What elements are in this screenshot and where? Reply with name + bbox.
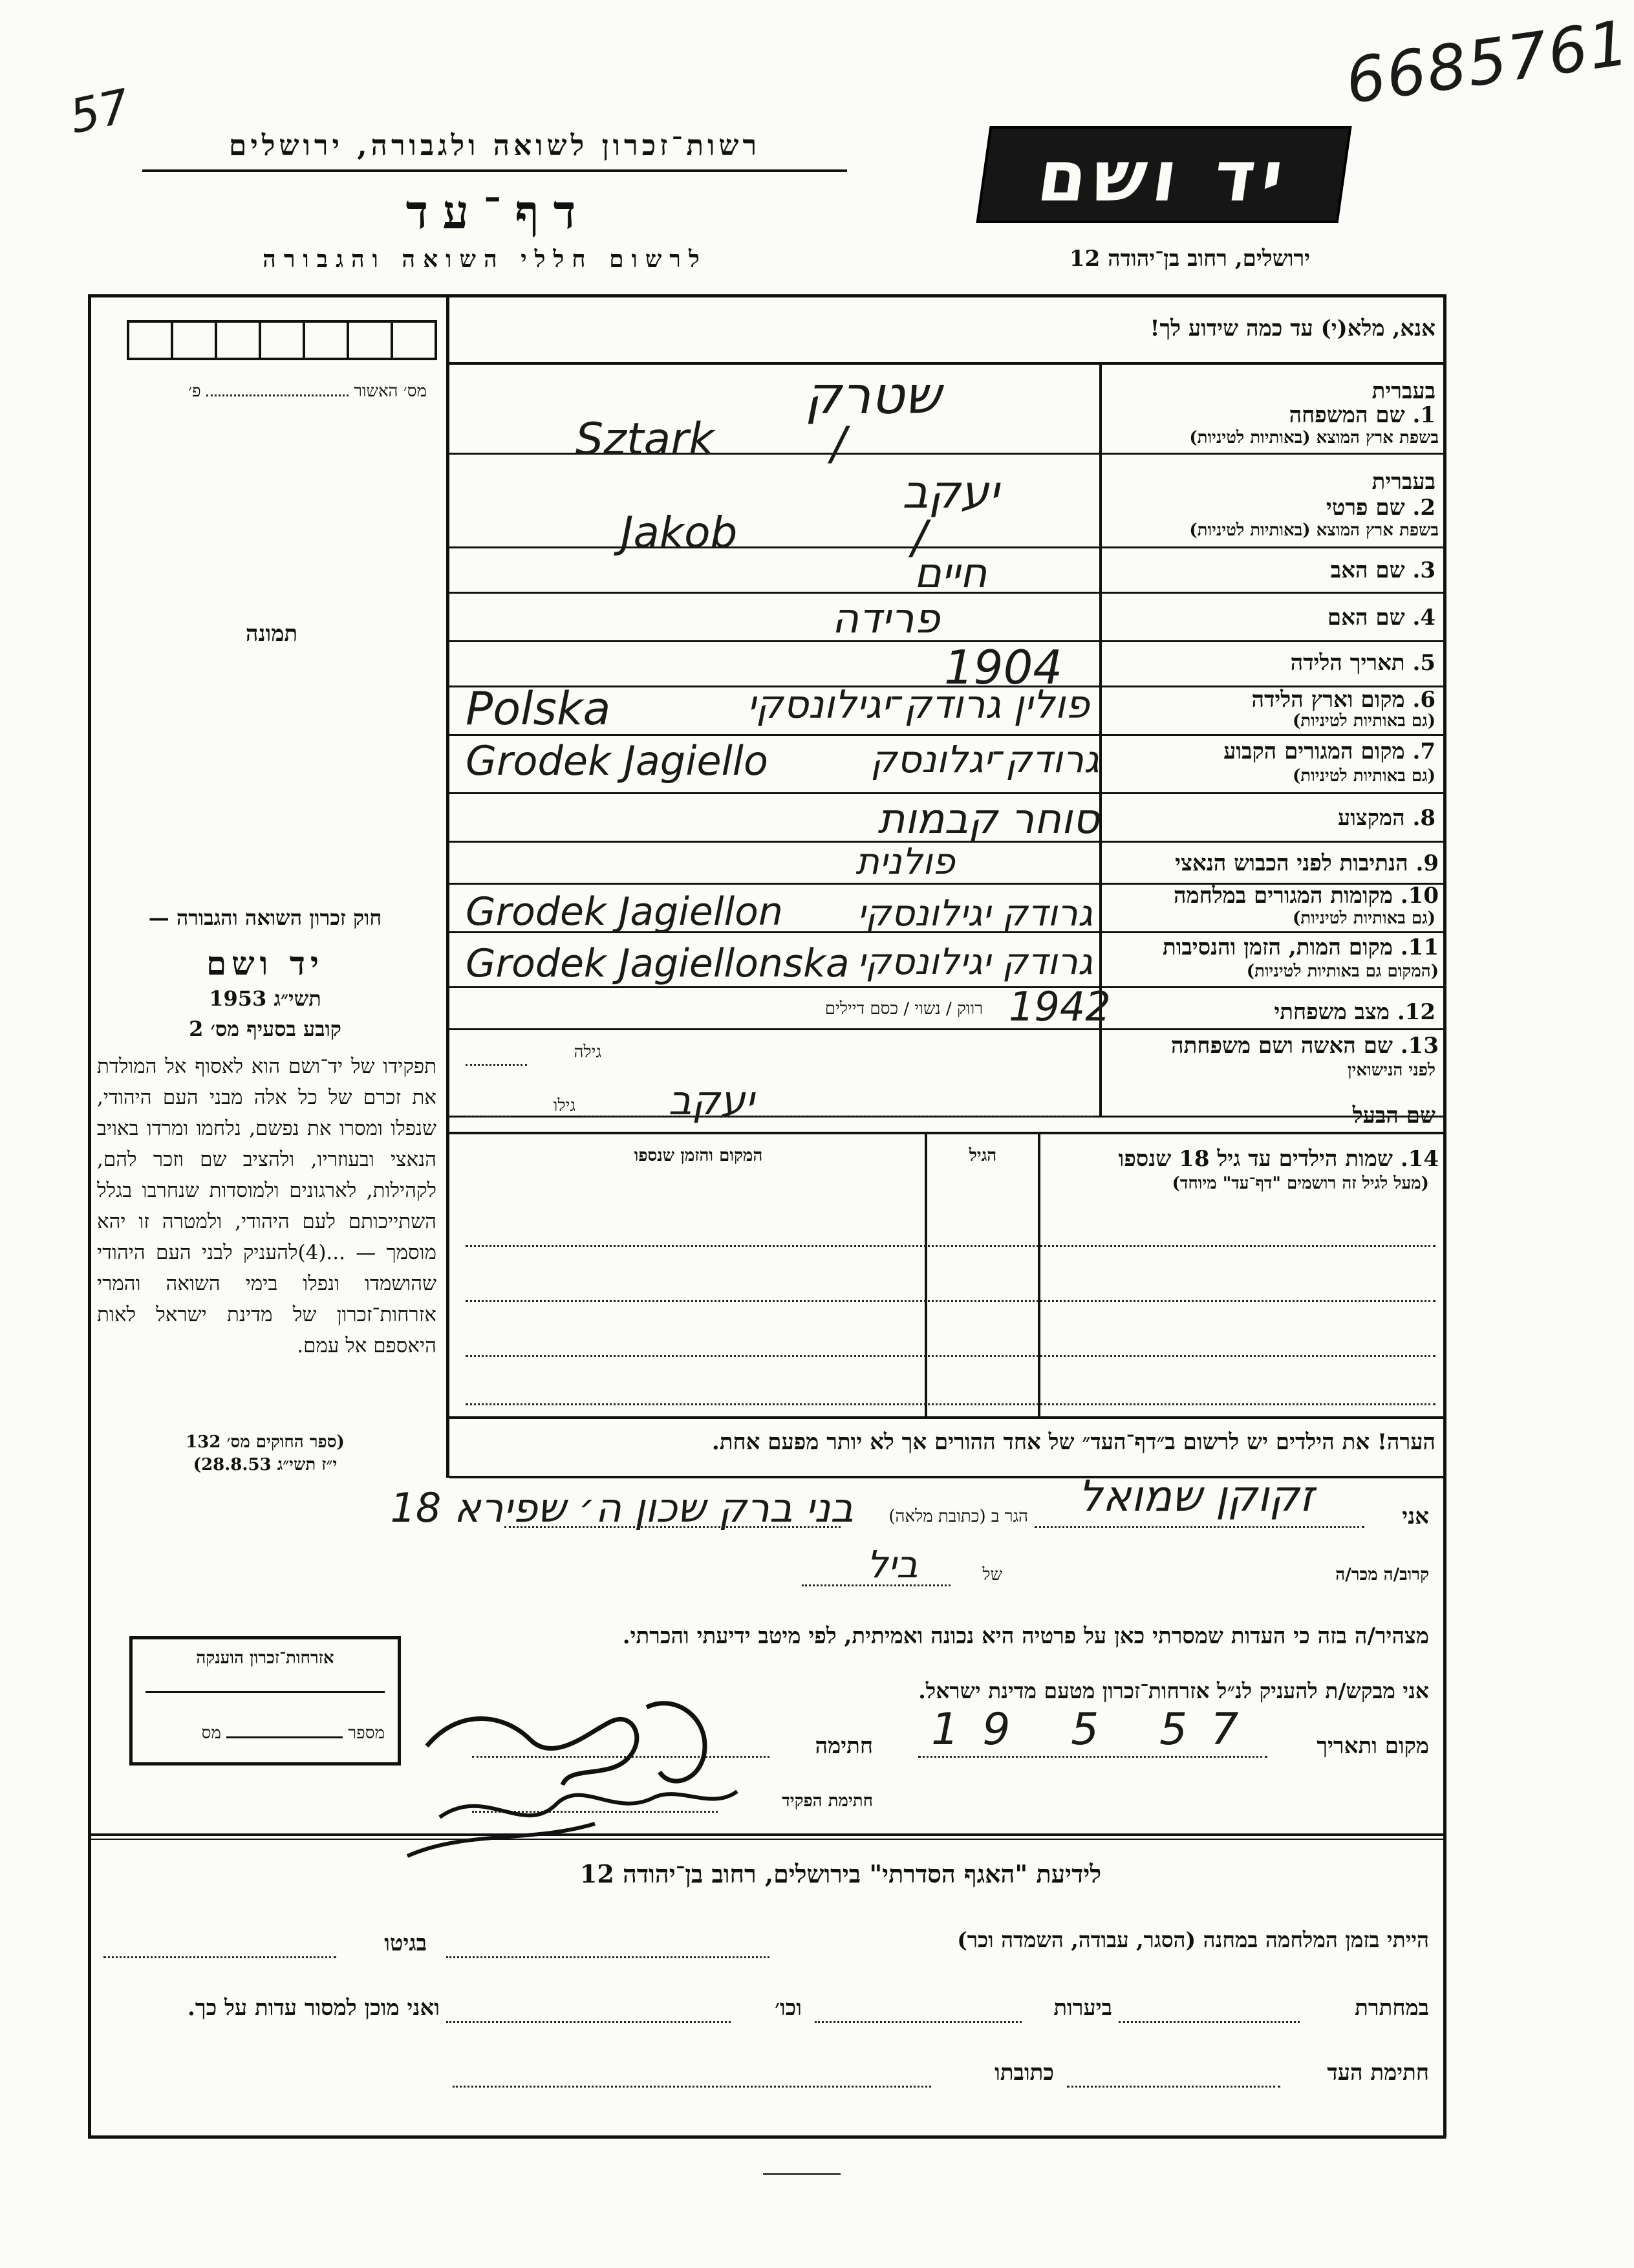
value-f7: גרודק־יגלונסק	[870, 737, 1099, 781]
slash-1: /	[831, 417, 846, 470]
label-f11: 11. מקום המות, הזמן והנסיבות	[1162, 934, 1439, 960]
law-body: תפקידו של יד־ושם הוא לאסוף אל המולדת את זכרם של כל אלה מבני העם היהודי, שנפלו ומסרו את נפשם, נלחמו ומרדו באויב הנאצי ובעוזריו, ולהציב שם וזכר להם, לקהילות, לארגונים ולמוסדות שנחרבו בגלל השתייכותם לעם היהודי, ולמטרה זו יהא מוסמך — ...(4)להעניק לבני העם היהודי שהושמדו ונפלו בימי השואה והמרי אזרחות־זכרון של מדינת ישראל לאות היאספם אל עמם.	[97, 1055, 436, 1357]
authority-line: רשות־זכרון לשואה ולגבורה, ירושלים	[228, 129, 761, 162]
law-ref-2: י״ז תשי״ג 28.8.53)	[193, 1455, 338, 1474]
frame-bottom	[88, 2135, 1446, 2139]
declaration-text: מצהיר/ה בזה כי העדות שמסרתי כאן על פרטיה היא נכונה ואמיתית, לפי מיטב ידיעתי והכרתי.	[622, 1623, 1429, 1649]
value-f5: 1904	[944, 640, 1063, 695]
label-f9: 9. הנתיבות לפני הכבוש הנאצי	[1175, 850, 1439, 876]
frame-left	[88, 294, 91, 2137]
child-row-3	[466, 1355, 1435, 1357]
label-f7-sub: (גם באותיות לטיניות)	[1292, 766, 1435, 786]
declarant-resides: הגר ב (כתובת מלאה)	[888, 1507, 1028, 1526]
witness-address-label: כתובתו	[994, 2060, 1054, 2086]
photo-label: תמונה	[245, 621, 298, 647]
forests-dots	[815, 2021, 1022, 2023]
value-f4: פרידה	[832, 595, 940, 643]
annotation-top-right: 6685761	[1341, 6, 1634, 118]
form-title: דף־עד	[405, 184, 590, 239]
value-f8: סוחר קבמות	[877, 795, 1099, 843]
clerk-sig-label: חתימת הפקיד	[782, 1791, 873, 1811]
value-f10-lat: Grodek Jagiellon	[466, 889, 783, 934]
law-clause: קובע בסעיף מס׳ 2	[189, 1017, 341, 1041]
forests-label: ביערות	[1053, 1995, 1112, 2021]
camp-dots	[446, 1956, 769, 1958]
value-f3: חיים	[914, 550, 987, 598]
note-text: הערה! את הילדים יש לרשום ב״דף־העד״ של אחד ההורים אך לא יותר מפעם אחת.	[711, 1429, 1435, 1455]
row-sep-11	[449, 986, 1445, 988]
law-year-heb: תשי״ג	[274, 986, 321, 1011]
child-row-2	[466, 1300, 1435, 1302]
label-husband: שם הבעל	[1352, 1103, 1435, 1129]
label-f6: 6. מקום וארץ הלידה	[1251, 687, 1435, 713]
value-f2-lat: Jakob	[621, 508, 738, 557]
value-husband: יעקב	[668, 1077, 755, 1124]
value-f9: פולנית	[855, 841, 955, 883]
ghetto-dots	[103, 1956, 336, 1958]
etc-dots	[446, 2021, 731, 2023]
approval-p-text: פ׳	[188, 382, 201, 401]
law-year	[97, 986, 433, 1011]
husband-age-dots	[466, 1116, 511, 1118]
f12-options: רווק / נשוי / כסם דיילים	[824, 999, 983, 1019]
footer-line-1: הייתי בזמן המלחמה במחנה (הסגר, עבודה, השמדה וכר)	[957, 1927, 1429, 1952]
date-dots	[918, 1756, 1267, 1758]
label-f7: 7. מקום המגורים הקבוע	[1223, 739, 1435, 764]
husband-age-label: גילו	[553, 1096, 575, 1116]
left-column-divider	[446, 294, 449, 1478]
ready-label: ואני מוכן למסור עדות על כך.	[188, 1995, 440, 2021]
value-f12-year: 1942	[1009, 983, 1111, 1030]
relation-dots	[802, 1584, 951, 1586]
law-year-num: 1953	[209, 986, 267, 1011]
col-place-header: המקום והזמן שנספו	[634, 1146, 763, 1165]
label-f1: 1. שם המשפחה	[1289, 402, 1435, 428]
label-f13: 13. שם האשה ושם משפחתה	[1171, 1033, 1439, 1059]
relation-label: קרוב/ה מכר/ה	[1335, 1565, 1429, 1584]
form-subtitle: לרשום חללי השואה והגבורה	[263, 246, 707, 273]
row-sep-2	[449, 546, 1445, 548]
ghetto-label: בגיטו	[384, 1930, 427, 1956]
label-f4: 4. שם האם	[1327, 605, 1435, 631]
value-f6: פולין גרודק־יגילונסקי	[747, 682, 1090, 728]
declarant-name: זקוקן שמואל	[1078, 1471, 1315, 1521]
value-f11-lat: Grodek Jagiellonska	[466, 941, 850, 986]
scan-mark	[763, 2173, 841, 2175]
relation-value: ביל	[866, 1542, 918, 1586]
witness-sig-dots	[1067, 2086, 1280, 2088]
frame-top	[88, 294, 1446, 297]
label-f14-sub: (מעל לגיל זה רושמים "דף־עד" מיוחד)	[1172, 1174, 1429, 1193]
child-row-1	[466, 1245, 1435, 1247]
citizenship-line-1	[145, 1691, 385, 1693]
annotation-top-left: 57	[65, 78, 134, 144]
label-f13-sub: לפני הנישואין	[1347, 1061, 1435, 1080]
footer-heading: לידיעת "האגף הסדרתי" בירושלים, רחוב בן־יהודה 12	[579, 1859, 1102, 1888]
children-col-2	[1038, 1134, 1040, 1419]
value-f1-heb: שטרק	[804, 365, 941, 426]
declarant-ani: אני	[1402, 1504, 1429, 1529]
label-f10-sub: (גם באותיות לטיניות)	[1292, 909, 1435, 928]
instructions: אנא, מלא(י) עד כמה שידוע לך!	[1150, 316, 1435, 341]
label-f14: 14. שמות הילדים עד גיל 18 שנספו	[1118, 1146, 1439, 1172]
label-f3: 3. שם האב	[1330, 557, 1435, 583]
label-f8: 8. המקצוע	[1337, 805, 1435, 831]
label-hebrew-1: בעברית	[1371, 378, 1435, 404]
value-f11: גרודק יגילונסקי	[857, 941, 1093, 983]
instructions-line	[449, 362, 1445, 365]
authority-underline	[142, 169, 847, 172]
citizenship-box	[129, 1636, 401, 1766]
label-f12: 12. מצב משפחתי	[1274, 999, 1435, 1025]
col-age-header: הגיל	[969, 1146, 997, 1165]
citizenship-title: אזרחות־זכרון הוענקה	[196, 1648, 334, 1668]
row-sep-12	[449, 1028, 1445, 1030]
approval-label	[116, 382, 427, 401]
law-name: יד ושם	[206, 944, 324, 982]
footer-separator-1	[91, 1833, 1443, 1836]
witness-sig-label: חתימת העד	[1327, 2060, 1429, 2086]
label-f1-sub: בשפת ארץ המוצא (באותיות לטיניות)	[1189, 428, 1439, 448]
etc-label: וכו׳	[775, 1995, 802, 2021]
footer-separator-2	[91, 1839, 1443, 1840]
declarant-address: בני ברק שכון ה׳ שפירא 18	[390, 1484, 854, 1531]
yad-vashem-logo	[976, 126, 1351, 223]
value-f2-heb: יעקב	[902, 466, 999, 519]
slash-2: /	[912, 511, 927, 564]
value-f1-lat: Sztark	[575, 414, 715, 465]
logo-text: יד ושם	[1033, 136, 1295, 217]
citizenship-number	[145, 1723, 385, 1743]
label-f5: 5. תאריך הלידה	[1290, 650, 1435, 676]
value-f10: גרודק יגילונסקי	[857, 892, 1093, 934]
citizenship-nr: מס	[201, 1723, 221, 1743]
wife-age-label: גילה	[574, 1042, 601, 1062]
request-text: אני מבקש/ת להעניק לנ״ל אזרחות־זכרון מטעם מדינת ישראל.	[918, 1678, 1429, 1703]
underground-dots	[1119, 2021, 1300, 2023]
label-f11-sub: (המקום גם באותיות לטיניות)	[1246, 962, 1439, 981]
label-f6-sub: (גם באותיות לטיניות)	[1292, 711, 1435, 731]
husband-dots	[582, 1116, 1093, 1118]
label-hebrew-2: בעברית	[1371, 469, 1435, 495]
date-value: 19 5 57	[931, 1704, 1262, 1755]
child-row-4	[466, 1403, 1435, 1405]
note-top-line	[449, 1416, 1445, 1419]
label-f2-sub: בשפת ארץ המוצא (באותיות לטיניות)	[1189, 521, 1439, 540]
row-sep-7	[449, 792, 1445, 794]
underground-label: במחתרת	[1355, 1995, 1429, 2021]
label-f2: 2. שם פרטי	[1326, 495, 1435, 521]
children-col-1	[925, 1134, 927, 1419]
law-title: חוק זכרון השואה והגבורה —	[148, 905, 382, 930]
address-line: ירושלים, רחוב בן־יהודה 12	[1069, 246, 1311, 272]
approval-no-text: מס׳ האשור	[354, 382, 427, 401]
relation-of: של	[982, 1565, 1002, 1584]
value-f6-lat: Polska	[466, 682, 611, 735]
label-f10: 10. מקומות המגורים במלחמה	[1173, 883, 1439, 909]
law-ref-1: (ספר החוקים מס׳ 132	[186, 1432, 345, 1452]
row-sep-14	[449, 1132, 1445, 1134]
frame-right	[1443, 294, 1446, 2137]
signature-label: חתימה	[815, 1733, 873, 1759]
place-date-label: מקום ותאריך	[1317, 1733, 1429, 1759]
citizenship-number-label: מספר	[348, 1723, 385, 1743]
wife-age-dots	[466, 1064, 527, 1066]
declarant-address-dots	[504, 1526, 841, 1528]
value-f7-lat: Grodek Jagiello	[466, 737, 768, 784]
witness-address-dots	[453, 2086, 931, 2088]
approval-number-boxes	[127, 320, 437, 360]
declarant-name-dots	[1035, 1526, 1364, 1528]
